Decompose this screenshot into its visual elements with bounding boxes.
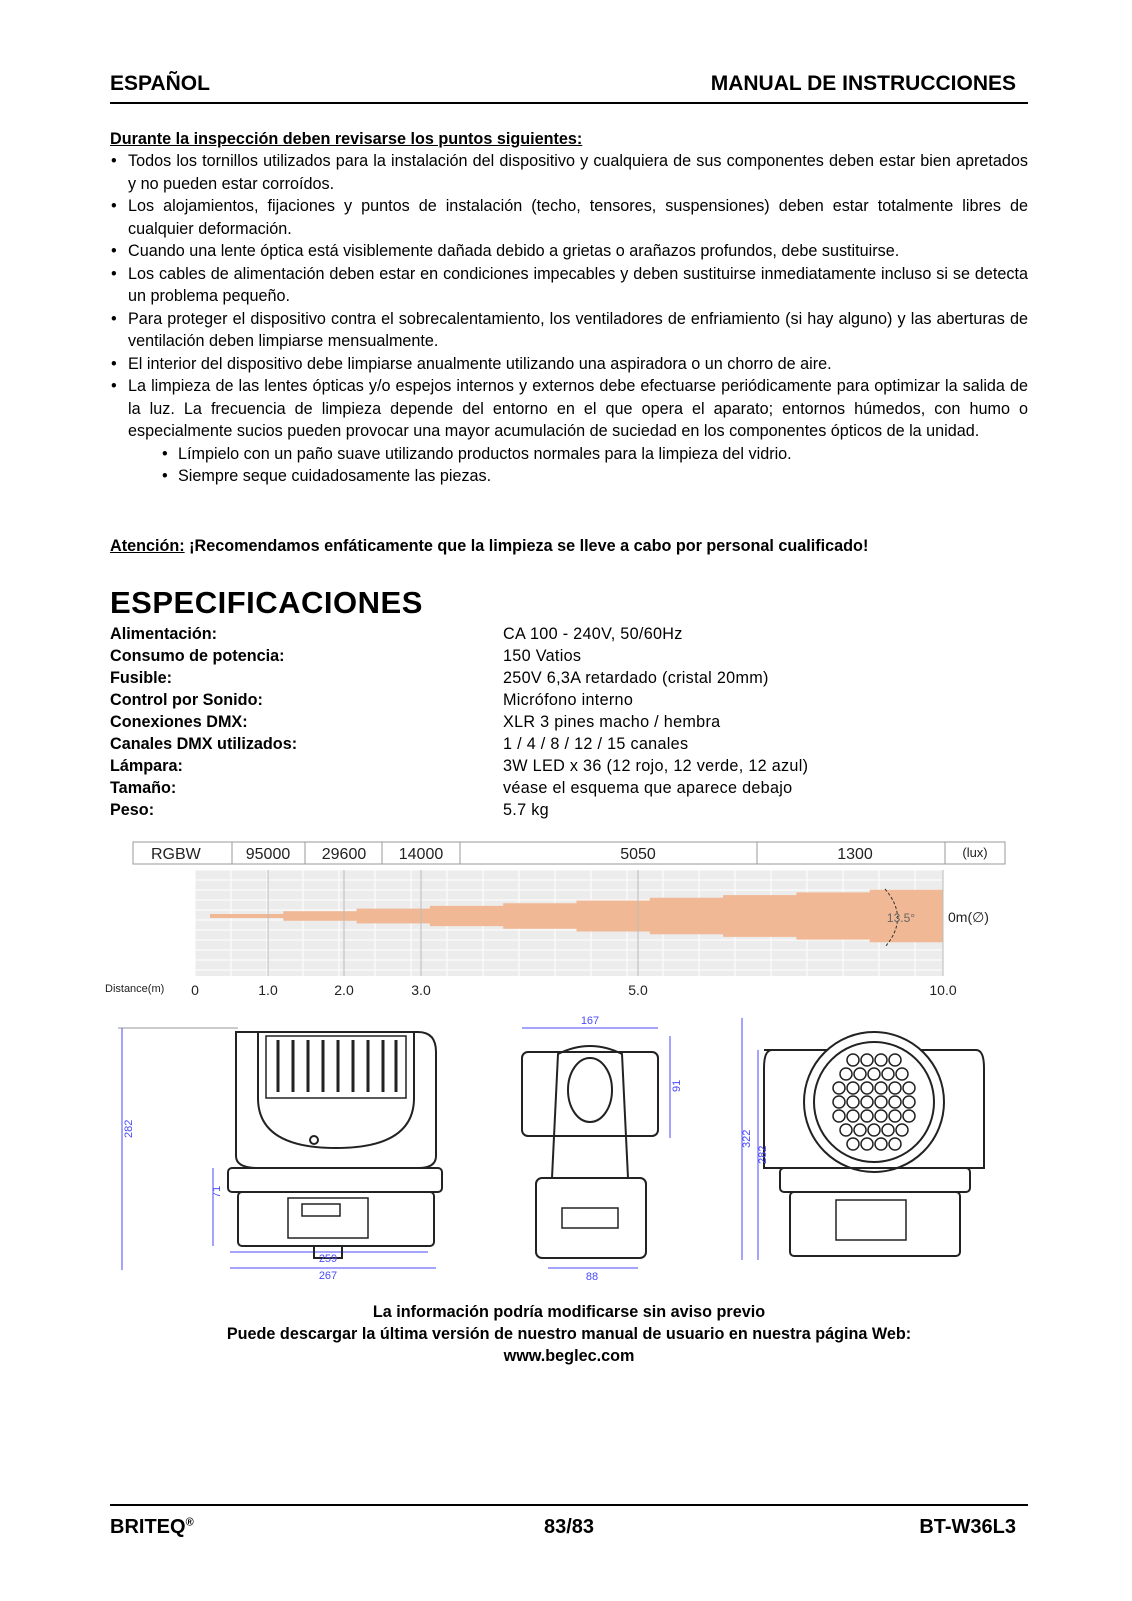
- side-view: [522, 1028, 670, 1268]
- spec-row: [110, 711, 1010, 733]
- download-line: Puede descargar la última versión de nuestro manual de usuario en nuestra página Web:: [226, 1325, 912, 1343]
- spec-value: CA 100 - 240V, 50/60Hz: [503, 625, 683, 643]
- spec-row: [110, 755, 1010, 777]
- dim-front-base: 71: [211, 1185, 223, 1198]
- inspection-list: [110, 150, 1028, 488]
- brand-name: BRITEQ: [110, 1516, 186, 1538]
- lux-value: 29600: [321, 846, 367, 863]
- spec-row: [110, 645, 1010, 667]
- side-connectors: [562, 1208, 618, 1228]
- spec-label: Lámpara:: [110, 757, 183, 775]
- x-tick-label: 10.0: [929, 982, 957, 998]
- spec-row: [110, 667, 1010, 689]
- specs-table: [110, 623, 1010, 821]
- display: [302, 1204, 340, 1216]
- lux-value: 95000: [245, 846, 291, 863]
- dim-front-width-inner: 259: [318, 1253, 338, 1265]
- dim-rear-total: 322: [741, 1129, 753, 1148]
- dim-side-base: 88: [585, 1271, 599, 1283]
- dim-front-width-total: 267: [318, 1270, 338, 1282]
- list-item: • Para proteger el dispositivo contra el sobrecalentamiento, los ventiladores de enfriamiento (si hay alguno) y las aberturas de ventilación deben limpiarse mensualmente.: [110, 308, 1028, 353]
- page-number: 83/83: [543, 1516, 595, 1538]
- attention-note: [110, 535, 1028, 558]
- cleaning-sublist: [110, 443, 1028, 488]
- sub-list-item: • Límpielo con un paño suave utilizando productos normales para la limpieza del vidrio.: [110, 443, 1028, 466]
- dim-side-top: 167: [580, 1015, 600, 1027]
- inspection-title: Durante la inspección deben revisarse los puntos siguientes:: [110, 130, 583, 148]
- spec-value: 5.7 kg: [503, 801, 549, 819]
- header-title: MANUAL DE INSTRUCCIONES: [710, 72, 1016, 95]
- spec-row: [110, 623, 1010, 645]
- list-item: • El interior del dispositivo debe limpiarse anualmente utilizando una aspiradora o un chorro de aire.: [110, 353, 1028, 376]
- spec-value: véase el esquema que aparece debajo: [503, 779, 793, 797]
- x-tick-label: 2.0: [334, 982, 354, 998]
- attention-label: Atención:: [110, 537, 185, 555]
- screw: [310, 1136, 318, 1144]
- spec-value: XLR 3 pines macho / hembra: [503, 713, 721, 731]
- x-tick-label: 5.0: [628, 982, 648, 998]
- spec-label: Control por Sonido:: [110, 691, 263, 709]
- notice-line: La información podría modificarse sin aviso previo: [372, 1303, 766, 1321]
- base-top: [228, 1168, 442, 1192]
- rear-head: [804, 1032, 944, 1172]
- rear-view: [742, 1018, 984, 1260]
- list-item: • Los cables de alimentación deben estar en condiciones impecables y deben sustituirse inmediatamente incluso si se detecta un problema pequeño.: [110, 263, 1028, 308]
- spec-label: Peso:: [110, 801, 155, 819]
- unit-label: (lux): [962, 845, 988, 860]
- page-header: [110, 70, 1028, 104]
- list-item: • Los alojamientos, fijaciones y puntos de instalación (techo, tensores, suspensiones) deben estar totalmente libres de cualquier deformación.: [110, 195, 1028, 240]
- side-yoke: [552, 1046, 628, 1178]
- spec-value: 150 Vatios: [503, 647, 582, 665]
- lux-value: 5050: [620, 846, 656, 863]
- page-footer: [110, 1504, 1028, 1546]
- sub-list-item: • Siempre seque cuidadosamente las piezas.: [110, 465, 1028, 488]
- rear-panel: [836, 1200, 906, 1240]
- spec-value: Micrófono interno: [503, 691, 634, 709]
- spec-label: Fusible:: [110, 669, 173, 687]
- list-item: • Cuando una lente óptica está visiblemente dañada debido a grietas o arañazos profundos, debe sustituirse.: [110, 240, 1028, 263]
- x-tick-label: 0: [191, 982, 199, 998]
- lux-table: [133, 842, 1005, 864]
- spec-label: Consumo de potencia:: [110, 647, 285, 665]
- spec-value: 1 / 4 / 8 / 12 / 15 canales: [503, 735, 689, 753]
- registered-mark: ®: [185, 1516, 194, 1529]
- rear-base-body: [790, 1192, 960, 1256]
- head-fins: [266, 1036, 406, 1098]
- lux-value: 1300: [837, 846, 873, 863]
- x-tick-label: 1.0: [258, 982, 278, 998]
- side-head: [522, 1052, 658, 1136]
- front-view: [118, 1028, 442, 1270]
- list-item: • Todos los tornillos utilizados para la instalación del dispositivo y cualquiera de sus componentes deben estar bien apretados y no pueden estar corroídos.: [110, 150, 1028, 195]
- spec-value: 3W LED x 36 (12 rojo, 12 verde, 12 azul): [503, 757, 809, 775]
- list-item: • La limpieza de las lentes ópticas y/o espejos internos y externos debe efectuarse periódicamente para optimizar la salida de la luz. La frecuencia de limpieza depende del entorno en el que opera el aparato; entornos húmedos, con humo o especialmente sucios pueden provocar una mayor acumulación de suciedad en los componentes ópticos de la unidad.: [110, 375, 1028, 443]
- dim-side-head: 91: [671, 1079, 683, 1092]
- spec-label: Alimentación:: [110, 625, 218, 643]
- beam-angle-label: 13.5°: [886, 911, 916, 925]
- dim-rear-inner: 282: [757, 1145, 769, 1164]
- lux-value: 14000: [398, 846, 444, 863]
- dim-front-height: 282: [123, 1119, 135, 1138]
- x-axis-label: Distance(m): [105, 983, 165, 995]
- side-base: [536, 1178, 646, 1258]
- cooling-fins: [278, 1040, 396, 1092]
- dimension-drawings: [118, 1015, 1018, 1293]
- beam-diameter-label: 0m(∅): [948, 909, 989, 925]
- beam-chart: [105, 840, 1025, 1020]
- spec-value: 250V 6,3A retardado (cristal 20mm): [503, 669, 769, 687]
- specs-title: ESPECIFICACIONES: [110, 585, 423, 620]
- spec-row: [110, 733, 1010, 755]
- website-link[interactable]: www.beglec.com: [503, 1347, 635, 1365]
- spec-label: Conexiones DMX:: [110, 713, 248, 731]
- header-language: ESPAÑOL: [110, 72, 210, 95]
- spec-row: [110, 689, 1010, 711]
- head-outline: [258, 1032, 414, 1148]
- x-tick-label: 3.0: [411, 982, 431, 998]
- side-lens: [568, 1058, 612, 1122]
- spec-row: [110, 799, 1010, 821]
- spec-label: Tamaño:: [110, 779, 177, 797]
- spec-label: Canales DMX utilizados:: [110, 735, 298, 753]
- row-label: RGBW: [151, 846, 201, 863]
- footer-model: BT-W36L3: [919, 1516, 1016, 1538]
- attention-text: ¡Recomendamos enfáticamente que la limpieza se lleve a cabo por personal cualificado!: [184, 537, 869, 555]
- spec-row: [110, 777, 1010, 799]
